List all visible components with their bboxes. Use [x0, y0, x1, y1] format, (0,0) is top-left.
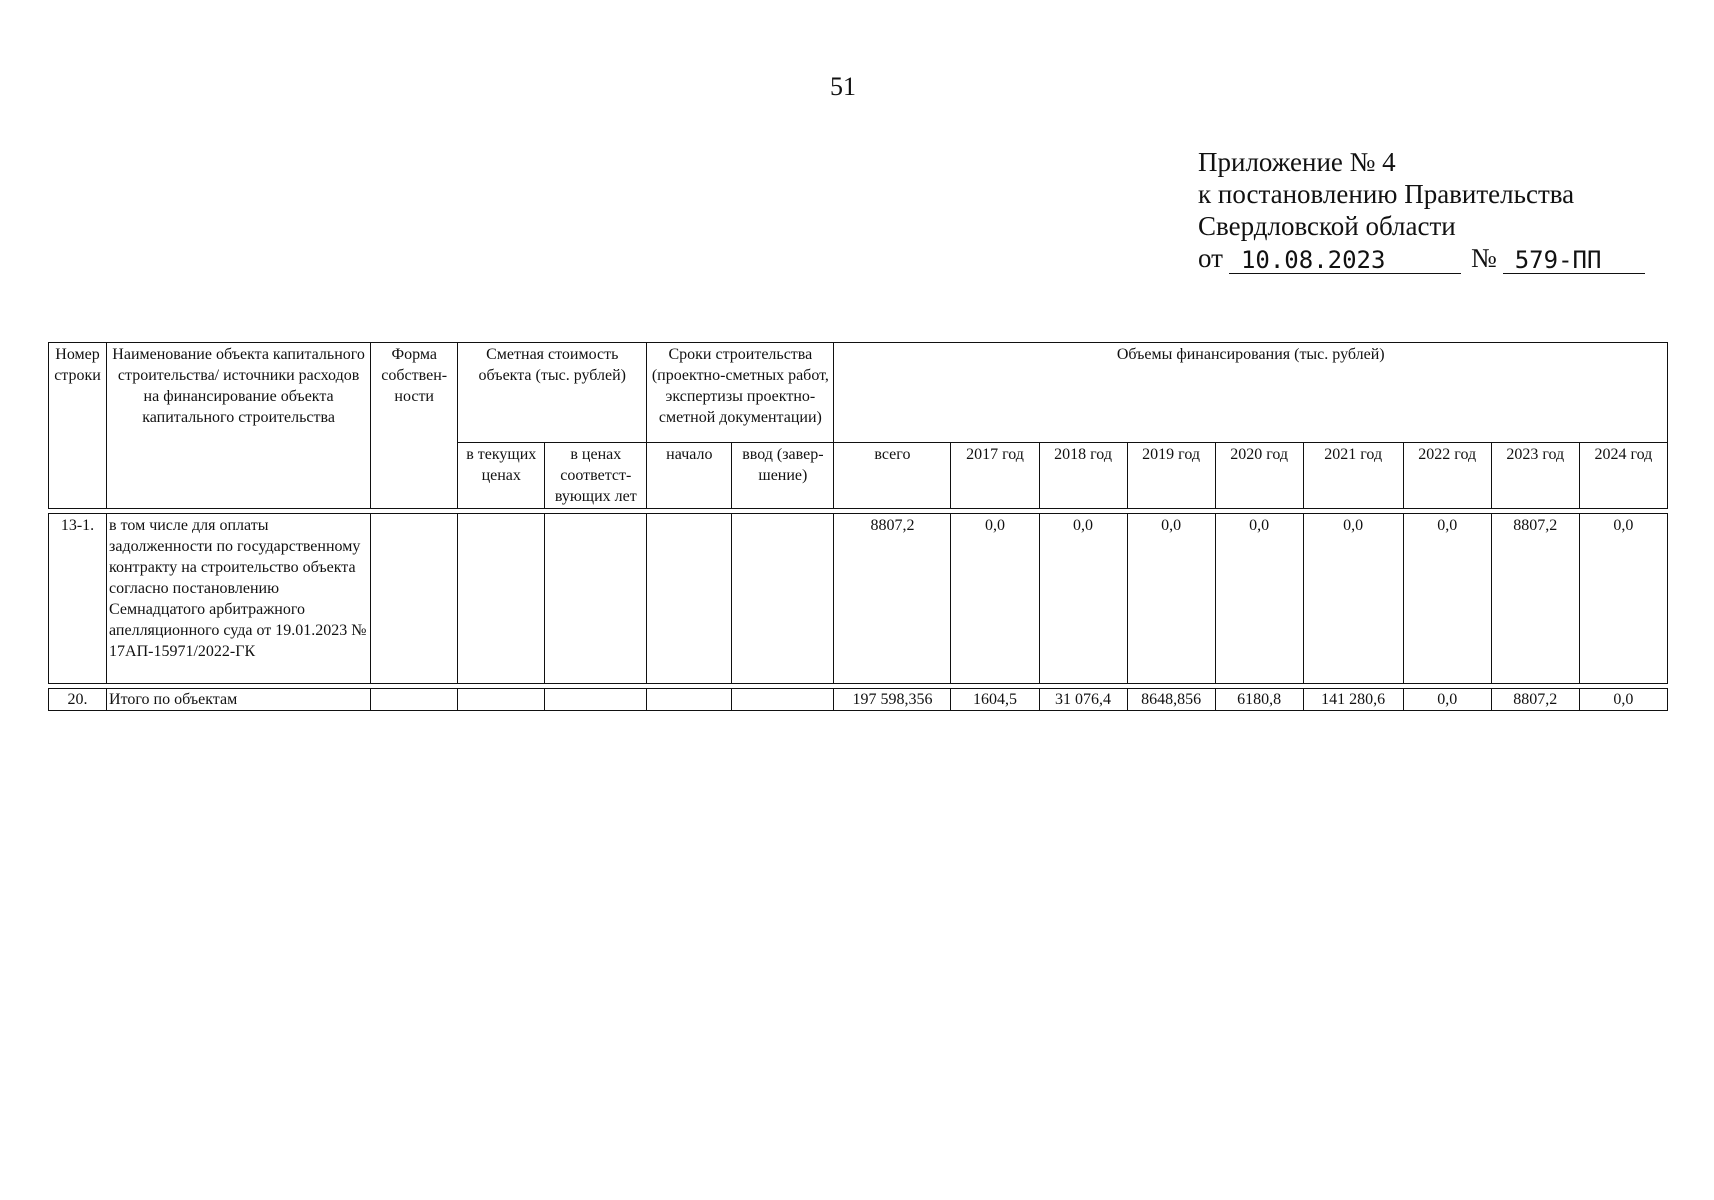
cell-2024: 0,0 — [1579, 514, 1667, 684]
cell-2023: 8807,2 — [1491, 514, 1579, 684]
appendix-reference: к постановлению Правительства — [1198, 179, 1575, 209]
header-object-name: Наименование объекта капитального строительства/ источники расходов на финансирование объекта капитального строительства — [107, 343, 371, 509]
cell-total: 197 598,356 — [834, 689, 951, 711]
table-row — [49, 514, 1668, 684]
cell-object-name: Итого по объектам — [107, 689, 371, 711]
resolution-number: 579-ПП — [1503, 247, 1645, 274]
cell-row-number: 13-1. — [49, 514, 107, 684]
cell-start — [647, 689, 732, 711]
header-ownership: Форма собствен-ности — [371, 343, 458, 509]
cell-2020: 0,0 — [1215, 514, 1303, 684]
header-2021: 2021 год — [1303, 443, 1403, 509]
header-2022: 2022 год — [1403, 443, 1491, 509]
cell-2018: 31 076,4 — [1039, 689, 1127, 711]
header-2017: 2017 год — [951, 443, 1039, 509]
table-row-total — [49, 689, 1668, 711]
financing-table — [48, 342, 1668, 711]
header-2019: 2019 год — [1127, 443, 1215, 509]
header-current-prices: в текущих ценах — [458, 443, 545, 509]
cell-2020: 6180,8 — [1215, 689, 1303, 711]
cell-ownership — [371, 514, 458, 684]
appendix-title: Приложение № 4 — [1198, 147, 1396, 177]
header-financing: Объемы финансирования (тыс. рублей) — [834, 343, 1668, 443]
appendix-header — [1198, 146, 1645, 274]
header-row-1 — [49, 343, 1668, 443]
header-year-prices: в ценах соответст-вующих лет — [545, 443, 647, 509]
header-total: всего — [834, 443, 951, 509]
number-label: № — [1470, 243, 1497, 273]
appendix-date-number-line — [1198, 242, 1645, 274]
header-2018: 2018 год — [1039, 443, 1127, 509]
cell-current-prices — [458, 514, 545, 684]
cell-start — [647, 514, 732, 684]
header-2024: 2024 год — [1579, 443, 1667, 509]
cell-2023: 8807,2 — [1491, 689, 1579, 711]
header-row-number: Номер строки — [49, 343, 107, 509]
cell-year-prices — [545, 514, 647, 684]
header-start: начало — [647, 443, 732, 509]
header-2020: 2020 год — [1215, 443, 1303, 509]
cell-2021: 0,0 — [1303, 514, 1403, 684]
header-estimated-cost: Сметная стоимость объекта (тыс. рублей) — [458, 343, 647, 443]
cell-2019: 0,0 — [1127, 514, 1215, 684]
header-construction-terms: Сроки строительства (проектно-сметных работ, экспертизы проектно-сметной документации) — [647, 343, 834, 443]
cell-object-name: в том числе для оплаты задолженности по государственному контракту на строительство объекта согласно постановлению Семнадцатого арбитражного апелляционного суда от 19.01.2023 № 17АП-15971/2022-ГК — [107, 514, 371, 684]
cell-2024: 0,0 — [1579, 689, 1667, 711]
cell-2019: 8648,856 — [1127, 689, 1215, 711]
cell-row-number: 20. — [49, 689, 107, 711]
cell-2022: 0,0 — [1403, 689, 1491, 711]
header-completion: ввод (завер-шение) — [732, 443, 834, 509]
cell-ownership — [371, 689, 458, 711]
cell-2021: 141 280,6 — [1303, 689, 1403, 711]
resolution-date: 10.08.2023 — [1229, 247, 1461, 274]
cell-2017: 1604,5 — [951, 689, 1039, 711]
cell-year-prices — [545, 689, 647, 711]
header-2023: 2023 год — [1491, 443, 1579, 509]
cell-completion — [732, 689, 834, 711]
cell-current-prices — [458, 689, 545, 711]
cell-2017: 0,0 — [951, 514, 1039, 684]
cell-completion — [732, 514, 834, 684]
cell-total: 8807,2 — [834, 514, 951, 684]
from-label: от — [1198, 243, 1223, 273]
cell-2022: 0,0 — [1403, 514, 1491, 684]
page-number: 51 — [830, 72, 856, 101]
appendix-region: Свердловской области — [1198, 211, 1456, 241]
cell-2018: 0,0 — [1039, 514, 1127, 684]
